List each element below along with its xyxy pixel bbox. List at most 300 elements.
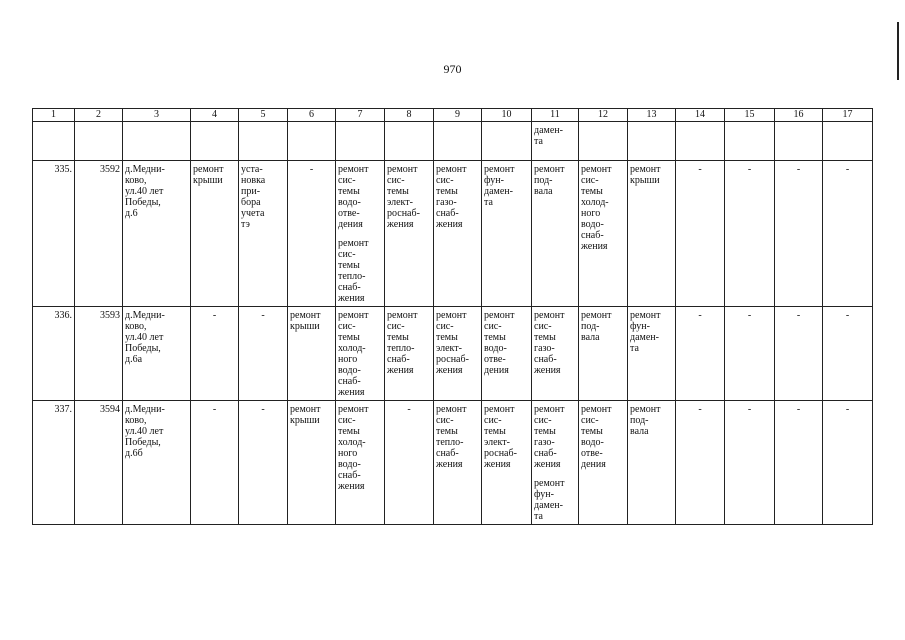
cell-text-line: тепло- xyxy=(387,343,415,354)
table-cell xyxy=(385,307,434,401)
cell-entry xyxy=(777,404,820,415)
table-cell xyxy=(191,401,239,525)
cell-entry xyxy=(77,404,120,415)
cell-text-line: жения xyxy=(534,365,561,376)
cell-entry xyxy=(193,310,236,321)
cell-text-line: холод- xyxy=(338,343,366,354)
cell-entry xyxy=(727,310,772,321)
cell-text-line: - xyxy=(796,404,801,415)
cell-text-line: уста- xyxy=(241,164,263,175)
cell-entry xyxy=(290,404,333,426)
table-cell xyxy=(239,307,288,401)
cell-text-line: крыши xyxy=(630,175,660,186)
column-number: 2 xyxy=(75,109,123,122)
cell-text-line: д.6 xyxy=(125,208,138,219)
table-cell xyxy=(123,401,191,525)
cell-text-line: сис- xyxy=(436,415,454,426)
table-cell xyxy=(482,401,532,525)
table-cell xyxy=(385,401,434,525)
cell-text-line: ково, xyxy=(125,415,147,426)
cell-text-line: снаб- xyxy=(338,470,361,481)
table-cell xyxy=(123,307,191,401)
cell-entry xyxy=(338,404,382,492)
table-cell xyxy=(385,122,434,161)
cell-text-line: газо- xyxy=(534,343,555,354)
cell-entry xyxy=(484,164,529,208)
table-cell xyxy=(775,122,823,161)
table-cell xyxy=(579,401,628,525)
table-cell xyxy=(775,401,823,525)
cell-text-line: темы xyxy=(534,426,556,437)
column-number: 13 xyxy=(628,109,676,122)
table-cell xyxy=(676,122,725,161)
cell-text-line: газо- xyxy=(436,197,457,208)
column-number: 17 xyxy=(823,109,873,122)
cell-text-line: водо- xyxy=(581,437,604,448)
cell-text-line: учета xyxy=(241,208,265,219)
cell-entry xyxy=(534,404,576,470)
cell-text-line: ремонт xyxy=(581,404,612,415)
cell-text-line: д.6б xyxy=(125,448,143,459)
column-number: 6 xyxy=(288,109,336,122)
cell-entry xyxy=(241,164,285,230)
cell-text-line: холод- xyxy=(581,197,609,208)
cell-text-line: снаб- xyxy=(436,448,459,459)
column-number: 5 xyxy=(239,109,288,122)
table-cell xyxy=(33,307,75,401)
cell-text-line: - xyxy=(698,164,702,175)
cell-text-line: элект- xyxy=(484,437,510,448)
cell-text-line: фун- xyxy=(630,321,650,332)
cell-text-line: темы xyxy=(581,426,603,437)
cell-text-line: ково, xyxy=(125,175,147,186)
table-cell xyxy=(823,401,873,525)
table-cell xyxy=(288,401,336,525)
cell-text-line: ремонт xyxy=(534,404,565,415)
cell-text-line: сис- xyxy=(581,415,599,426)
cell-text-line: дамен- xyxy=(630,332,659,343)
cell-text-line: жения xyxy=(436,459,463,470)
cell-text-line: - xyxy=(796,310,801,321)
cell-text-line: элект- xyxy=(387,197,413,208)
cell-text-line: жения xyxy=(387,219,414,230)
cell-text-line: ремонт xyxy=(484,404,515,415)
table-cell xyxy=(191,122,239,161)
table-cell xyxy=(288,307,336,401)
cell-entry xyxy=(35,164,72,175)
table-cell xyxy=(434,401,482,525)
cell-entry xyxy=(484,310,529,376)
cell-text-line: - xyxy=(212,404,217,415)
cell-text-line: фун- xyxy=(484,175,504,186)
cell-text-line: ремонт xyxy=(387,164,418,175)
cell-text-line: ул.40 лет xyxy=(125,186,164,197)
cell-entry xyxy=(193,404,236,415)
cell-entry xyxy=(484,404,529,470)
cell-entry xyxy=(581,404,625,470)
cell-text-line: сис- xyxy=(534,321,552,332)
cell-text-line: снаб- xyxy=(581,230,604,241)
cell-text-line: ремонт xyxy=(338,310,369,321)
column-number-row xyxy=(33,109,873,122)
cell-text-line: снаб- xyxy=(338,376,361,387)
table-cell xyxy=(239,401,288,525)
table-body xyxy=(33,109,873,525)
cell-text-line: - xyxy=(212,310,217,321)
cell-entry xyxy=(534,310,576,376)
column-number: 8 xyxy=(385,109,434,122)
cell-text-line: - xyxy=(845,164,850,175)
table-cell xyxy=(676,401,725,525)
cell-text-line: сис- xyxy=(338,249,356,260)
continuation-row xyxy=(33,122,873,161)
cell-text-line: та xyxy=(534,136,543,147)
cell-text-line: темы xyxy=(436,332,458,343)
table-cell xyxy=(288,122,336,161)
cell-text-line: темы xyxy=(338,332,360,343)
table-cell xyxy=(33,122,75,161)
column-number: 16 xyxy=(775,109,823,122)
cell-text-line: 3594 xyxy=(100,404,120,415)
column-number: 3 xyxy=(123,109,191,122)
table-cell xyxy=(532,161,579,307)
table-cell xyxy=(75,401,123,525)
cell-text-line: ремонт xyxy=(338,164,369,175)
cell-text-line: жения xyxy=(436,219,463,230)
cell-text-line: ремонт xyxy=(436,404,467,415)
table-cell xyxy=(628,161,676,307)
cell-text-line: та xyxy=(534,511,543,522)
cell-text-line: крыши xyxy=(290,415,320,426)
cell-entry xyxy=(290,310,333,332)
cell-text-line: темы xyxy=(534,332,556,343)
cell-entry xyxy=(387,164,431,230)
cell-text-line: жения xyxy=(338,387,365,398)
table-cell xyxy=(532,401,579,525)
table-cell xyxy=(239,122,288,161)
cell-text-line: роснаб- xyxy=(387,208,420,219)
cell-text-line: жения xyxy=(436,365,463,376)
cell-entry xyxy=(125,164,188,219)
cell-text-line: отве- xyxy=(581,448,603,459)
table-cell xyxy=(579,161,628,307)
cell-text-line: д.Медни- xyxy=(125,310,165,321)
cell-text-line: ремонт xyxy=(534,478,565,489)
cell-text-line: сис- xyxy=(387,175,405,186)
cell-text-line: темы xyxy=(484,426,506,437)
cell-text-line: ремонт xyxy=(581,310,612,321)
cell-entry xyxy=(193,164,236,186)
column-number: 10 xyxy=(482,109,532,122)
table-cell xyxy=(676,307,725,401)
cell-text-line: фун- xyxy=(534,489,554,500)
repair-schedule-table xyxy=(32,108,873,525)
table-cell xyxy=(123,161,191,307)
cell-text-line: темы xyxy=(436,426,458,437)
cell-text-line: под- xyxy=(534,175,553,186)
cell-text-line: тепло- xyxy=(436,437,464,448)
cell-text-line: ремонт xyxy=(387,310,418,321)
table-row xyxy=(33,401,873,525)
table-cell xyxy=(775,161,823,307)
cell-entry xyxy=(436,310,479,376)
table-cell xyxy=(823,307,873,401)
cell-text-line: Победы, xyxy=(125,343,161,354)
table-cell xyxy=(434,161,482,307)
table-cell xyxy=(288,161,336,307)
cell-entry xyxy=(777,310,820,321)
cell-entry xyxy=(35,310,72,321)
table-cell xyxy=(33,161,75,307)
cell-text-line: - xyxy=(747,310,752,321)
cell-text-line: ково, xyxy=(125,321,147,332)
cell-text-line: крыши xyxy=(193,175,223,186)
cell-entry xyxy=(241,310,285,321)
column-number: 14 xyxy=(676,109,725,122)
cell-text-line: ул.40 лет xyxy=(125,332,164,343)
table-cell xyxy=(628,401,676,525)
cell-text-line: темы xyxy=(387,332,409,343)
cell-text-line: ного xyxy=(338,448,358,459)
cell-text-line: та xyxy=(630,343,639,354)
cell-text-line: снаб- xyxy=(338,282,361,293)
cell-text-line: - xyxy=(796,164,801,175)
cell-text-line: под- xyxy=(581,321,600,332)
column-number: 4 xyxy=(191,109,239,122)
cell-entry xyxy=(534,125,576,147)
cell-text-line: ремонт xyxy=(534,310,565,321)
cell-text-line: водо- xyxy=(338,365,361,376)
cell-text-line: ремонт xyxy=(484,310,515,321)
table-cell xyxy=(579,122,628,161)
cell-text-line: жения xyxy=(338,481,365,492)
cell-text-line: сис- xyxy=(338,415,356,426)
table-cell xyxy=(482,122,532,161)
table-cell xyxy=(385,161,434,307)
table-cell xyxy=(532,307,579,401)
cell-text-line: - xyxy=(845,404,850,415)
cell-text-line: газо- xyxy=(534,437,555,448)
cell-text-line: ремонт xyxy=(630,404,661,415)
table-cell xyxy=(336,401,385,525)
cell-text-line: ремонт xyxy=(338,238,369,249)
cell-text-line: - xyxy=(407,404,411,415)
cell-text-line: 3593 xyxy=(100,310,120,321)
cell-entry xyxy=(777,164,820,175)
table-cell xyxy=(628,122,676,161)
cell-entry xyxy=(338,310,382,398)
cell-text-line: ремонт xyxy=(630,164,661,175)
cell-text-line: ул.40 лет xyxy=(125,426,164,437)
cell-text-line: - xyxy=(747,404,752,415)
table-cell xyxy=(775,307,823,401)
cell-text-line: сис- xyxy=(484,415,502,426)
table-cell xyxy=(579,307,628,401)
cell-text-line: дамен- xyxy=(484,186,513,197)
cell-text-line: водо- xyxy=(338,197,361,208)
cell-text-line: темы xyxy=(387,186,409,197)
cell-entry xyxy=(77,164,120,175)
cell-text-line: темы xyxy=(338,260,360,271)
table-cell xyxy=(823,161,873,307)
cell-text-line: темы xyxy=(484,332,506,343)
cell-text-line: 336. xyxy=(54,310,72,321)
cell-text-line: снаб- xyxy=(436,208,459,219)
cell-text-line: сис- xyxy=(436,175,454,186)
table-cell xyxy=(239,161,288,307)
table-cell xyxy=(191,161,239,307)
cell-entry xyxy=(825,310,870,321)
table-cell xyxy=(434,307,482,401)
cell-text-line: жения xyxy=(338,293,365,304)
cell-text-line: холод- xyxy=(338,437,366,448)
cell-text-line: дения xyxy=(338,219,363,230)
table-cell xyxy=(75,307,123,401)
cell-text-line: ного xyxy=(338,354,358,365)
cell-text-line: сис- xyxy=(581,175,599,186)
page-number: 970 xyxy=(443,62,462,76)
cell-text-line: д.Медни- xyxy=(125,404,165,415)
table-row xyxy=(33,307,873,401)
cell-entry xyxy=(630,164,673,186)
table-cell xyxy=(676,161,725,307)
cell-text-line: снаб- xyxy=(534,354,557,365)
table-cell xyxy=(823,122,873,161)
cell-text-line: ремонт xyxy=(338,404,369,415)
cell-text-line: Победы, xyxy=(125,197,161,208)
cell-text-line: водо- xyxy=(338,459,361,470)
cell-text-line: сис- xyxy=(436,321,454,332)
table-cell xyxy=(75,122,123,161)
cell-text-line: сис- xyxy=(534,415,552,426)
cell-text-line: 3592 xyxy=(100,164,120,175)
cell-entry xyxy=(678,310,722,321)
table-cell xyxy=(123,122,191,161)
table-cell xyxy=(336,161,385,307)
table-cell xyxy=(434,122,482,161)
table-row xyxy=(33,161,873,307)
cell-entry xyxy=(825,404,870,415)
table-cell xyxy=(725,122,775,161)
cell-entry xyxy=(727,164,772,175)
cell-entry xyxy=(387,404,431,415)
cell-text-line: сис- xyxy=(484,321,502,332)
cell-text-line: под- xyxy=(630,415,649,426)
cell-text-line: жения xyxy=(581,241,608,252)
cell-text-line: ремонт xyxy=(581,164,612,175)
cell-text-line: темы xyxy=(581,186,603,197)
table-cell xyxy=(725,161,775,307)
cell-text-line: крыши xyxy=(290,321,320,332)
cell-text-line: бора xyxy=(241,197,261,208)
table-cell xyxy=(482,307,532,401)
cell-entry xyxy=(77,310,120,321)
cell-text-line: при- xyxy=(241,186,261,197)
column-number: 12 xyxy=(579,109,628,122)
table-cell xyxy=(482,161,532,307)
cell-text-line: ремонт xyxy=(630,310,661,321)
cell-text-line: темы xyxy=(436,186,458,197)
table-cell xyxy=(725,401,775,525)
cell-text-line: ремонт xyxy=(290,310,321,321)
cell-text-line: ремонт xyxy=(193,164,224,175)
cell-text-line: сис- xyxy=(387,321,405,332)
cell-text-line: роснаб- xyxy=(484,448,517,459)
cell-text-line: элект- xyxy=(436,343,462,354)
cell-text-line: дения xyxy=(484,365,509,376)
cell-entry xyxy=(581,164,625,252)
cell-text-line: ремонт xyxy=(436,310,467,321)
table-cell xyxy=(628,307,676,401)
cell-text-line: ремонт xyxy=(290,404,321,415)
cell-entry xyxy=(825,164,870,175)
cell-text-line: та xyxy=(484,197,493,208)
table-cell xyxy=(336,122,385,161)
cell-text-line: вала xyxy=(581,332,600,343)
cell-text-line: сис- xyxy=(338,321,356,332)
cell-text-line: отве- xyxy=(484,354,506,365)
cell-entry xyxy=(436,164,479,230)
cell-text-line: д.Медни- xyxy=(125,164,165,175)
cell-entry xyxy=(125,310,188,365)
cell-text-line: - xyxy=(261,404,265,415)
cell-entry xyxy=(290,164,333,175)
cell-text-line: - xyxy=(698,404,702,415)
cell-entry xyxy=(630,310,673,354)
cell-text-line: Победы, xyxy=(125,437,161,448)
cell-text-line: дамен- xyxy=(534,500,563,511)
cell-text-line: роснаб- xyxy=(436,354,469,365)
cell-text-line: ремонт xyxy=(484,164,515,175)
cell-entry xyxy=(241,404,285,415)
cell-text-line: дамен- xyxy=(534,125,563,136)
column-number: 15 xyxy=(725,109,775,122)
cell-text-line: новка xyxy=(241,175,266,186)
cell-entry xyxy=(125,404,188,459)
cell-text-line: темы xyxy=(338,186,360,197)
cell-text-line: тэ xyxy=(241,219,250,230)
column-number: 1 xyxy=(33,109,75,122)
cell-text-line: ремонт xyxy=(436,164,467,175)
cell-entry xyxy=(534,478,576,522)
cell-text-line: д.6а xyxy=(125,354,143,365)
cell-entry xyxy=(436,404,479,470)
table-cell xyxy=(75,161,123,307)
cell-text-line: - xyxy=(261,310,265,321)
cell-text-line: дения xyxy=(581,459,606,470)
cell-text-line: - xyxy=(747,164,752,175)
table-cell xyxy=(191,307,239,401)
cell-entry xyxy=(727,404,772,415)
cell-entry xyxy=(678,404,722,415)
cell-text-line: жения xyxy=(387,365,414,376)
cell-text-line: водо- xyxy=(581,219,604,230)
cell-entry xyxy=(338,164,382,230)
cell-text-line: жения xyxy=(534,459,561,470)
cell-text-line: вала xyxy=(630,426,649,437)
cell-text-line: 335. xyxy=(54,164,72,175)
column-number: 11 xyxy=(532,109,579,122)
cell-text-line: сис- xyxy=(338,175,356,186)
table-cell xyxy=(725,307,775,401)
cell-text-line: ного xyxy=(581,208,601,219)
cell-text-line: - xyxy=(698,310,702,321)
column-number: 9 xyxy=(434,109,482,122)
cell-text-line: вала xyxy=(534,186,553,197)
cell-text-line: ремонт xyxy=(534,164,565,175)
table-cell xyxy=(33,401,75,525)
cell-entry xyxy=(630,404,673,437)
